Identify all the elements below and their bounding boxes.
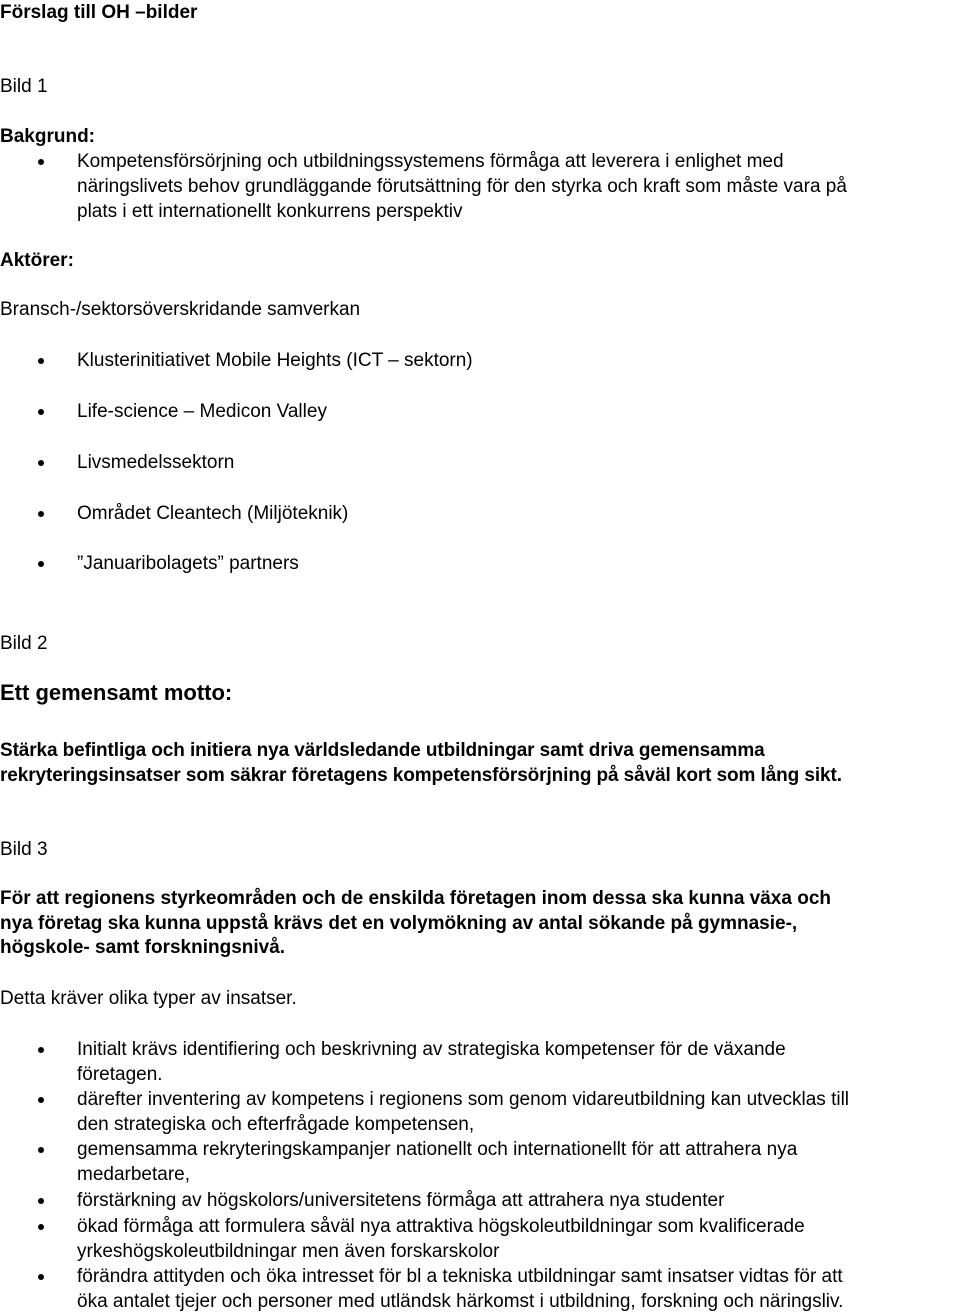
list-item-line: Initialt krävs identifiering och beskrivning av strategiska kompetenser för de växande <box>77 1039 786 1060</box>
bild3-label: Bild 3 <box>0 839 48 860</box>
list-item-line: öka antalet tjejer och personer med utländsk härkomst i utbildning, forskning och näringsliv. <box>77 1291 844 1312</box>
list-item-text: Området Cleantech (Miljöteknik) <box>77 503 349 524</box>
document-title: Förslag till OH –bilder <box>0 2 198 23</box>
list-item-line: förstärkning av högskolors/universitetens förmåga att attrahera nya studenter <box>77 1190 725 1211</box>
bullet-icon <box>38 409 44 415</box>
list-item-text: Livsmedelssektorn <box>77 452 235 473</box>
bild3-statement-line: nya företag ska kunna uppstå krävs det en volymökning av antal sökande på gymnasie-, <box>0 913 798 934</box>
list-item-text: Klusterinitiativet Mobile Heights (ICT – sektorn) <box>77 350 473 371</box>
motto-line: Stärka befintliga och initiera nya världsledande utbildningar samt driva gemensamma <box>0 740 765 761</box>
bullet-icon <box>38 1097 44 1103</box>
bullet-icon <box>38 1147 44 1153</box>
list-item-line: plats i ett internationellt konkurrens perspektiv <box>77 201 463 222</box>
aktorer-subheading: Bransch-/sektorsöverskridande samverkan <box>0 299 361 320</box>
bild2-label: Bild 2 <box>0 633 48 654</box>
bild1-label: Bild 1 <box>0 76 48 97</box>
list-item-line: Kompetensförsörjning och utbildningssystemens förmåga att leverera i enlighet med <box>77 151 784 172</box>
bullet-icon <box>38 561 44 567</box>
motto-line: rekryteringsinsatser som säkrar företagens kompetensförsörjning på såväl kort som lång sikt. <box>0 765 842 786</box>
bullet-icon <box>38 1224 44 1230</box>
bullet-icon <box>38 1274 44 1280</box>
bakgrund-heading: Bakgrund: <box>0 126 95 147</box>
list-item-line: därefter inventering av kompetens i regionens som genom vidareutbildning kan utvecklas till <box>77 1089 850 1110</box>
bullet-icon <box>38 358 44 364</box>
bild3-intro: Detta kräver olika typer av insatser. <box>0 988 297 1009</box>
aktorer-heading: Aktörer: <box>0 250 74 271</box>
list-item-line: gemensamma rekryteringskampanjer nationellt och internationellt för att attrahera nya <box>77 1139 798 1160</box>
list-item-line: medarbetare, <box>77 1164 191 1185</box>
list-item-line: näringslivets behov grundläggande förutsättning för den styrka och kraft som måste vara på <box>77 176 847 197</box>
bild3-statement-line: För att regionens styrkeområden och de enskilda företagen inom dessa ska kunna växa och <box>0 888 831 909</box>
list-item-text: Life-science – Medicon Valley <box>77 401 327 422</box>
list-item-text: ”Januaribolagets” partners <box>77 553 299 574</box>
list-item-line: den strategiska och efterfrågade kompetensen, <box>77 1114 475 1135</box>
list-item-line: företagen. <box>77 1064 163 1085</box>
bullet-icon <box>38 511 44 517</box>
bullet-icon <box>38 460 44 466</box>
list-item-line: ökad förmåga att formulera såväl nya attraktiva högskoleutbildningar som kvalificerade <box>77 1216 805 1237</box>
motto-heading: Ett gemensamt motto: <box>0 680 233 705</box>
bild3-statement-line: högskole- samt forskningsnivå. <box>0 937 286 958</box>
bullet-icon <box>38 159 44 165</box>
list-item-line: förändra attityden och öka intresset för bl a tekniska utbildningar samt insatser vidtas för att <box>77 1266 843 1287</box>
bullet-icon <box>38 1047 44 1053</box>
list-item-line: yrkeshögskoleutbildningar men även forskarskolor <box>77 1241 500 1262</box>
bullet-icon <box>38 1198 44 1204</box>
